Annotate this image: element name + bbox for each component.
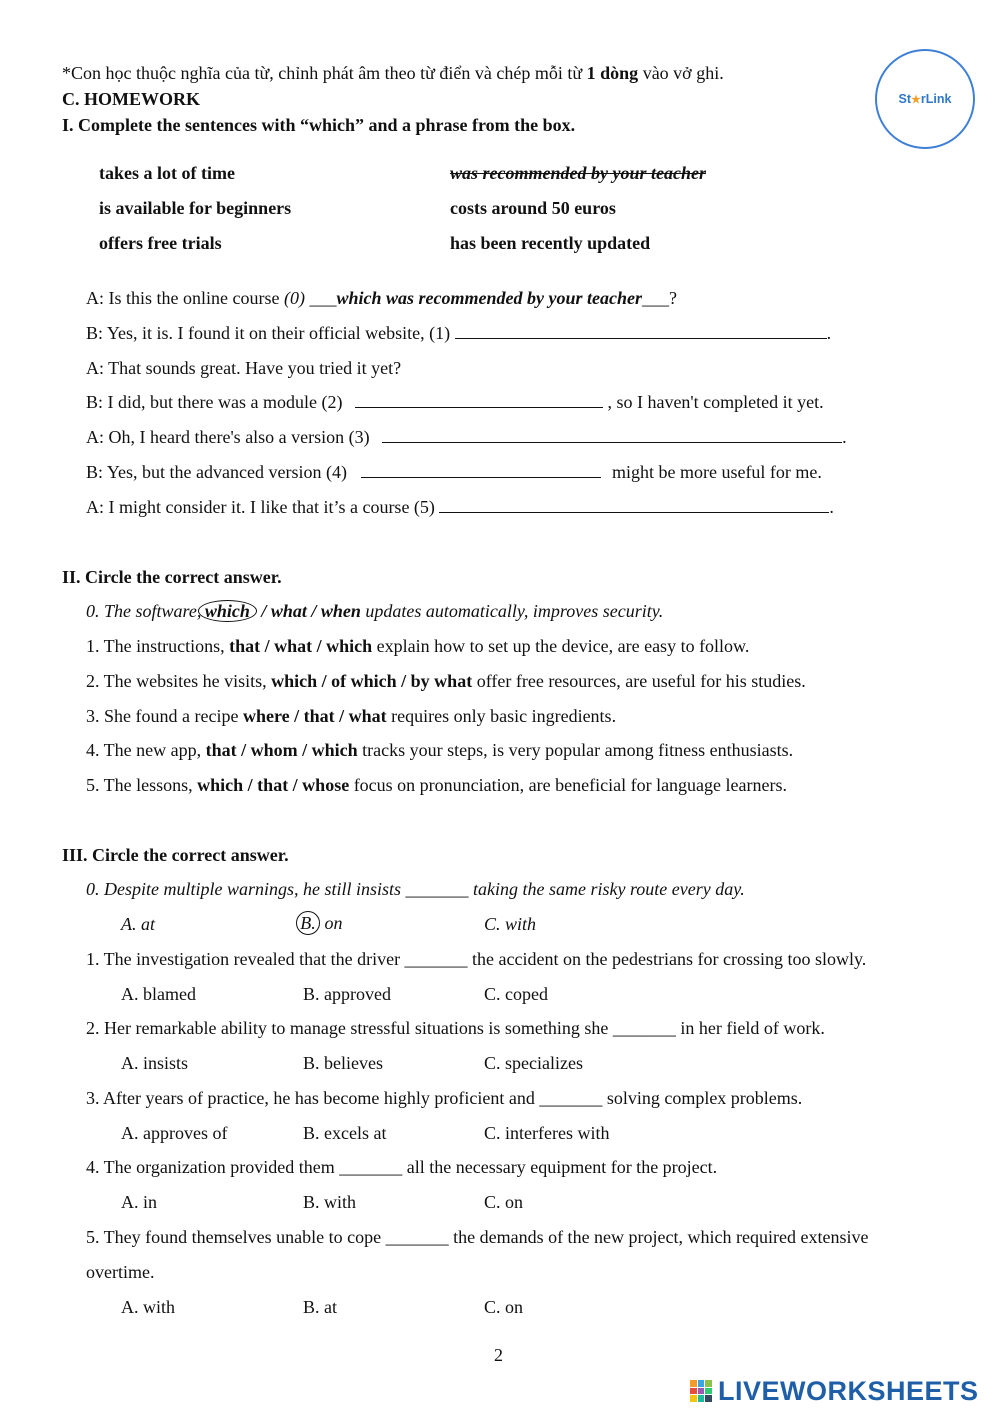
- option-b[interactable]: B. approved: [303, 984, 391, 1004]
- starlink-logo: St ★ rLink: [875, 49, 975, 149]
- exercise-2-question-3: 3. She found a recipe where / that / what requires only basic ingredients.: [86, 706, 617, 726]
- dialogue-line-4: A: Oh, I heard there's also a version (3) .: [86, 427, 847, 447]
- exercise-2-title: II. Circle the correct answer.: [62, 567, 282, 587]
- box-phrase: has been recently updated: [450, 233, 651, 253]
- exercise-2-question-5: 5. The lessons, which / that / whose focus on pronunciation, are beneficial for language learners.: [86, 775, 787, 795]
- answer-options[interactable]: which / of which / by what: [271, 671, 473, 691]
- box-phrase: offers free trials: [99, 233, 222, 253]
- section-heading: C. HOMEWORK: [62, 89, 200, 109]
- exercise-2-question-2: 2. The websites he visits, which / of which / by what offer free resources, are useful for his studies.: [86, 671, 806, 691]
- option-a[interactable]: A. insists: [121, 1053, 189, 1073]
- dialogue-line-6: A: I might consider it. I like that it’s a course (5) .: [86, 497, 834, 517]
- exercise-3-question-1: 1. The investigation revealed that the driver _______ the accident on the pedestrians for crossing too slowly.: [86, 949, 867, 969]
- dialogue-line-1: B: Yes, it is. I found it on their official website, (1) .: [86, 323, 832, 343]
- liveworksheets-watermark: LIVEWORKSHEETS: [690, 1374, 979, 1408]
- option-a[interactable]: A. approves of: [121, 1123, 228, 1143]
- liveworksheets-logo-icon: [690, 1380, 712, 1402]
- page-number: 2: [494, 1345, 503, 1365]
- option-c[interactable]: C. on: [484, 1297, 524, 1317]
- exercise-3-question-3: 3. After years of practice, he has become highly proficient and _______ solving complex problems.: [86, 1088, 803, 1108]
- option-c[interactable]: C. coped: [484, 984, 548, 1004]
- answer-options[interactable]: which / that / whose: [197, 775, 350, 795]
- option-c[interactable]: C. interferes with: [484, 1123, 610, 1143]
- option-c[interactable]: C. specializes: [484, 1053, 583, 1073]
- option-a[interactable]: A. blamed: [121, 984, 196, 1004]
- option-b-circled: B. on: [300, 911, 343, 935]
- exercise-3-title: III. Circle the correct answer.: [62, 845, 289, 865]
- answer-blank-3[interactable]: [382, 428, 842, 443]
- answer-blank-1[interactable]: [455, 324, 827, 339]
- exercise-1-title: I. Complete the sentences with “which” and a phrase from the box.: [62, 115, 576, 135]
- dialogue-line-2: A: That sounds great. Have you tried it yet?: [86, 358, 402, 378]
- exercise-3-question-2: 2. Her remarkable ability to manage stressful situations is something she _______ in her field of work.: [86, 1018, 825, 1038]
- dialogue-line-3: B: I did, but there was a module (2) , so I haven't completed it yet.: [86, 392, 824, 412]
- option-b[interactable]: B. with: [303, 1192, 357, 1212]
- box-phrase-used: was recommended by your teacher: [450, 163, 706, 183]
- exercise-3-question-4: 4. The organization provided them _______ all the necessary equipment for the project.: [86, 1157, 718, 1177]
- box-phrase: is available for beginners: [99, 198, 292, 218]
- answer-options[interactable]: that / what / which: [229, 636, 373, 656]
- exercise-3-question-5: 5. They found themselves unable to cope _______ the demands of the new project, which required extensive: [86, 1227, 869, 1247]
- example-answer: which was recommended by your teacher: [336, 288, 642, 308]
- option-b[interactable]: B. at: [303, 1297, 337, 1317]
- exercise-2-question-4: 4. The new app, that / whom / which tracks your steps, is very popular among fitness enthusiasts.: [86, 740, 794, 760]
- star-icon: ★: [911, 93, 921, 106]
- circled-answer: B.: [296, 911, 320, 935]
- exercise-2-example: 0. The software, which / what / when updates automatically, improves security.: [86, 601, 664, 621]
- answer-options[interactable]: that / whom / which: [205, 740, 358, 760]
- option-c: C. with: [484, 914, 537, 934]
- instruction-note: *Con học thuộc nghĩa của từ, chỉnh phát âm theo từ điển và chép mỗi từ 1 dòng vào vở ghi.: [62, 63, 724, 83]
- answer-blank-5[interactable]: [439, 498, 829, 513]
- box-phrase: costs around 50 euros: [450, 198, 616, 218]
- option-a[interactable]: A. with: [121, 1297, 175, 1317]
- dialogue-line-0: A: Is this the online course (0) ___which was recommended by your teacher___?: [86, 288, 677, 308]
- exercise-3-example: 0. Despite multiple warnings, he still insists _______ taking the same risky route every day.: [86, 879, 745, 899]
- answer-options[interactable]: where / that / what: [242, 706, 387, 726]
- option-b[interactable]: B. believes: [303, 1053, 383, 1073]
- exercise-3-question-5-continued: overtime.: [86, 1262, 155, 1282]
- answer-blank-4[interactable]: [361, 463, 601, 478]
- circled-answer: which: [198, 600, 257, 622]
- option-a[interactable]: A. in: [121, 1192, 157, 1212]
- exercise-2-question-1: 1. The instructions, that / what / which explain how to set up the device, are easy to follow.: [86, 636, 750, 656]
- box-phrase: takes a lot of time: [99, 163, 235, 183]
- option-a: A. at: [121, 914, 155, 934]
- answer-blank-2[interactable]: [355, 393, 603, 408]
- dialogue-line-5: B: Yes, but the advanced version (4) might be more useful for me.: [86, 462, 822, 482]
- option-b[interactable]: B. excels at: [303, 1123, 387, 1143]
- option-c[interactable]: C. on: [484, 1192, 524, 1212]
